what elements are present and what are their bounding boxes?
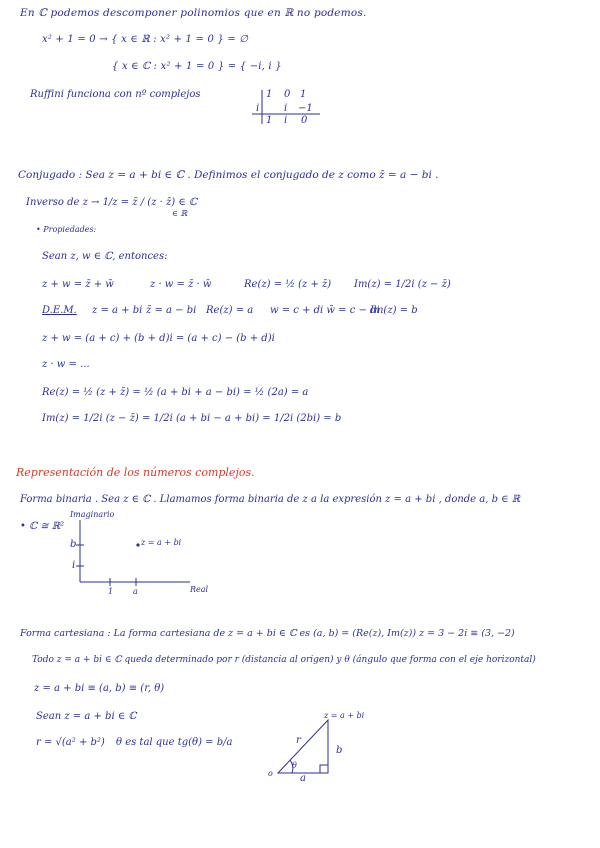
forma-binaria-definition: Forma binaria . Sea z ∈ ℂ . Llamamos forma binaria de z a la expresión z = a + bi , donde a, b ∈ ℝ [20,494,521,505]
tick-label-i: i [72,560,76,571]
axis-label-imaginario: Imaginario [70,510,115,519]
prop-real-part: Re(z) = ½ (z + z̄) [244,279,332,290]
sean-z-line: Sean z = a + bi ∈ ℂ [36,711,137,722]
ruffini-coef-3: 1 [300,89,307,100]
inverso-subscript: ∈ ℝ [172,209,188,218]
ruffini-mid-1: i [284,103,288,114]
ruffini-mid-2: −1 [298,103,313,114]
point-label-z: z = a + bi [141,538,182,547]
tick-label-a: a [133,587,138,596]
argument-definition: θ es tal que tg(θ) = b/a [116,737,233,748]
dem-im: Im(z) = b [370,305,418,316]
conj-sum-derivation: z + w = (a + c) + (b + d)i = (a + c) − (b + d)i [42,333,275,344]
tick-label-1: 1 [108,587,114,596]
equation-complex: { x ∈ ℂ : x² + 1 = 0 } = { −i, i } [112,61,282,72]
triangle-label-r: r [296,735,301,746]
dem-w: w = c + di w̄ = c − di [270,305,380,316]
triangle-label-b: b [336,745,343,756]
triangle-label-origin: o [268,769,273,778]
dem-label: D.E.M. [42,305,77,316]
triangle-label-z: z = a + bi [324,711,365,720]
isomorphism-note: • ℂ ≅ ℝ² [20,521,65,532]
axis-label-real: Real [190,585,209,594]
ruffini-res-2: i [284,115,288,126]
modulus-definition: r = √(a² + b²) [36,737,105,748]
im-derivation: Im(z) = 1/2i (z − z̄) = 1/2i (a + bi − a + bi) = 1/2i (2bi) = b [42,413,342,424]
inverso-definition: Inverso de z → 1/z = z̄ / (z · z̄) ∈ ℂ [26,197,197,208]
re-derivation: Re(z) = ½ (z + z̄) = ½ (a + bi + a − bi) = ½ (2a) = a [42,387,309,398]
dem-z: z = a + bi [92,305,143,316]
section-heading-representacion: Representación de los números complejos. [16,466,255,479]
tick-label-b: b [70,539,77,550]
dem-re: Re(z) = a [206,305,254,316]
forma-cartesiana-definition: Forma cartesiana : La forma cartesiana de z = a + bi ∈ ℂ es (a, b) = (Re(z), Im(z)) z = 3 − 2i ≡ (3, −2) [20,628,515,639]
prop-conj-prod: z · w = z̄ · w̄ [150,279,212,290]
prop-conj-sum: z + w = z̄ + w̄ [42,279,114,290]
propiedades-label: • Propiedades: [36,225,97,234]
conjugado-definition: Conjugado : Sea z = a + bi ∈ ℂ . Definimos el conjugado de z como z̄ = a − bi . [18,169,439,181]
ruffini-coef-2: 0 [284,89,291,100]
ruffini-coef-1: 1 [266,89,273,100]
conj-prod-derivation: z · w = ... [42,359,90,370]
ruffini-res-3: 0 [301,115,308,126]
equation-real: x² + 1 = 0 → { x ∈ ℝ : x² + 1 = 0 } = ∅ [42,34,249,45]
sean-line: Sean z, w ∈ ℂ, entonces: [42,251,168,262]
equivalence-line: z = a + bi ≡ (a, b) ≡ (r, θ) [34,683,165,694]
ruffini-res-1: 1 [266,115,273,126]
ruffini-divisor: i [256,103,260,114]
triangle-label-theta: θ [292,761,297,770]
triangle-label-a: a [300,773,306,784]
intro-line: En ℂ podemos descomponer polinomios que en ℝ no podemos. [20,7,367,19]
dem-zbar: z̄ = a − bi [146,305,197,316]
todo-line: Todo z = a + bi ∈ ℂ queda determinado por r (distancia al origen) y θ (ángulo que forma con el eje horizontal) [32,655,536,665]
prop-imag-part: Im(z) = 1/2i (z − z̄) [354,279,451,290]
ruffini-text: Ruffini funciona con nº complejos [30,89,201,100]
